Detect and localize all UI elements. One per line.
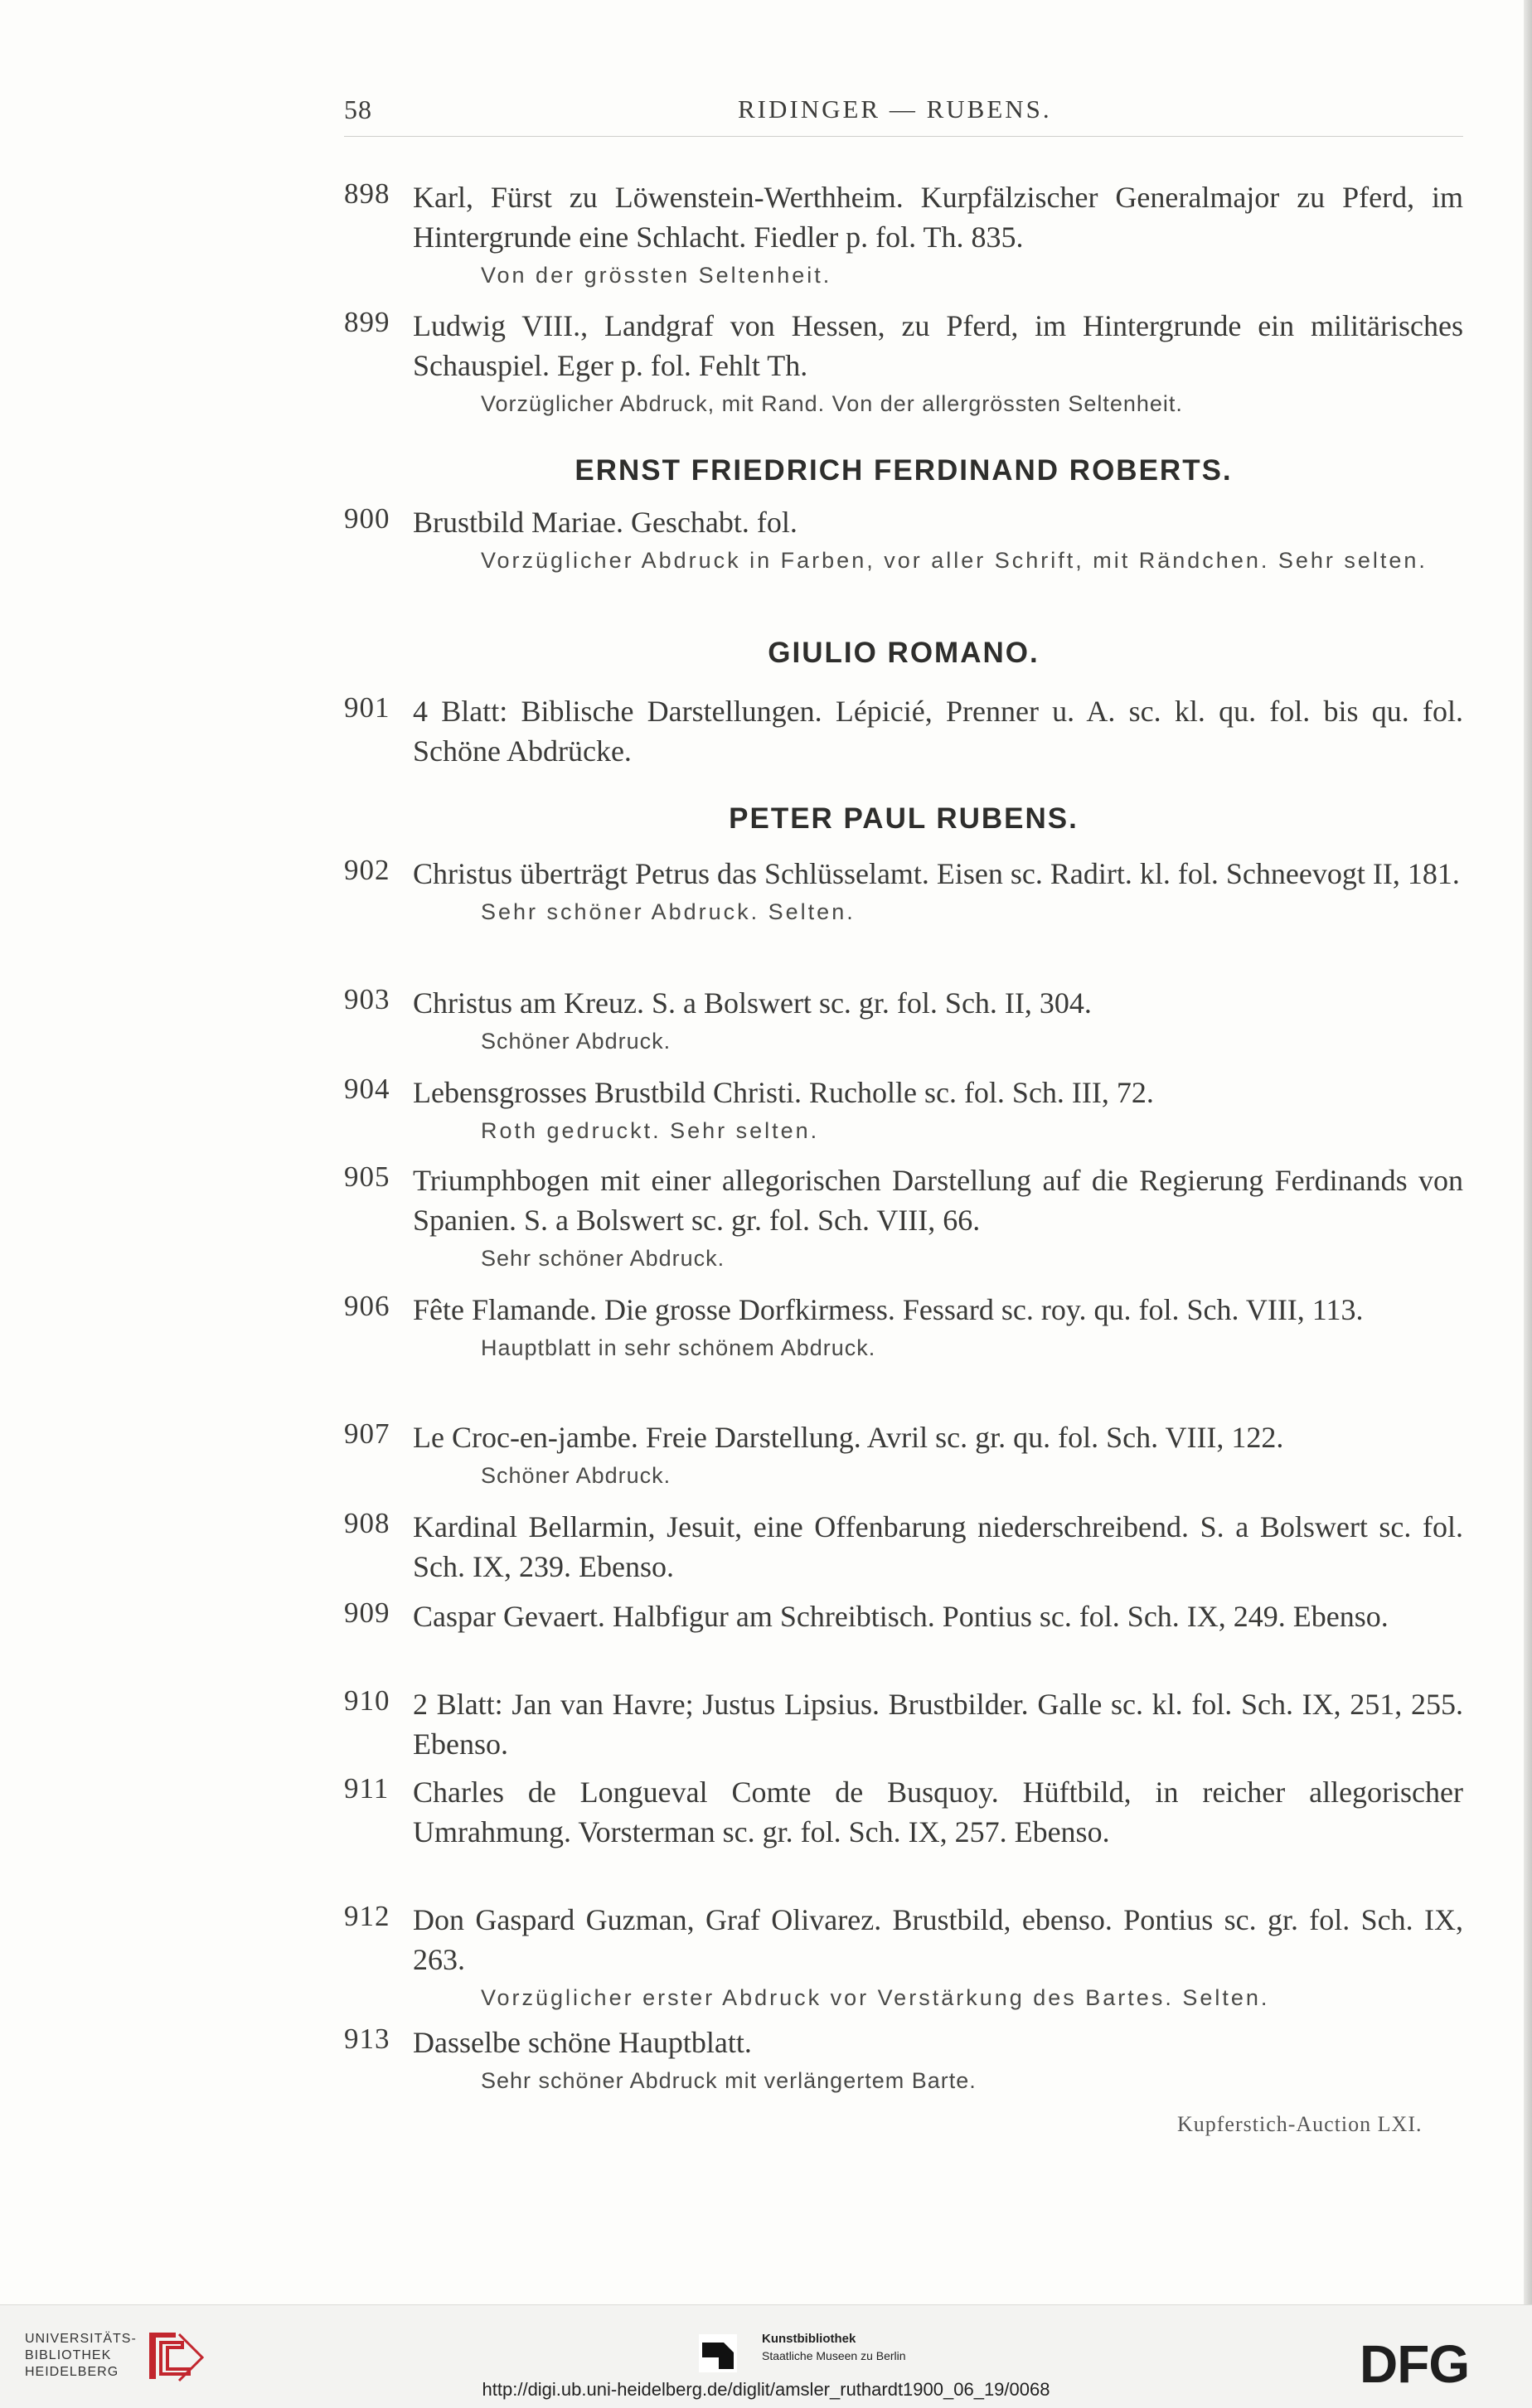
lot-description: Don Gaspard Guzman, Graf Olivarez. Brustbild, ebenso. Pontius sc. gr. fol. Sch. IX, 263.: [413, 1903, 1463, 1976]
lot-note: Sehr schöner Abdruck mit verlängertem Barte.: [481, 2068, 977, 2093]
lot-description: Triumphbogen mit einer allegorischen Darstellung auf die Regierung Ferdinands von Spanien. S. a Bolswert sc. gr. fol. Sch. VIII, 66.: [413, 1164, 1463, 1237]
lot-number: 907: [344, 1417, 390, 1450]
lot-description: Kardinal Bellarmin, Jesuit, eine Offenbarung niederschreibend. S. a Bolswert sc. fol. Sch. IX, 239. Ebenso.: [413, 1510, 1463, 1583]
lot-note: Sehr schöner Abdruck.: [481, 1246, 725, 1271]
lot-910: [344, 1684, 1463, 1764]
page-edge-shadow: [1524, 0, 1532, 2304]
lot-911: [344, 1772, 1463, 1852]
lot-912: [344, 1900, 1463, 2014]
lot-number: 904: [344, 1073, 390, 1105]
dfg-logo[interactable]: DFG: [1360, 2334, 1470, 2394]
page-number: 58: [344, 94, 372, 124]
lot-913: [344, 2023, 1463, 2097]
lot-number: 899: [344, 306, 390, 338]
running-head: RIDINGER — RUBENS.: [738, 94, 1052, 124]
lot-note: Hauptblatt in sehr schönem Abdruck.: [481, 1335, 876, 1360]
section-title-roberts: ERNST FRIEDRICH FERDINAND ROBERTS.: [574, 454, 1233, 487]
lot-905: [344, 1160, 1463, 1275]
lot-description: Caspar Gevaert. Halbfigur am Schreibtisch. Pontius sc. fol. Sch. IX, 249. Ebenso.: [413, 1600, 1389, 1633]
lot-description: Karl, Fürst zu Löwenstein-Werthheim. Kurpfälzischer Generalmajor zu Pferd, im Hintergrunde eine Schlacht. Fiedler p. fol. Th. 835.: [413, 181, 1463, 254]
lot-number: 913: [344, 2023, 390, 2055]
lot-number: 898: [344, 177, 390, 210]
lot-number: 908: [344, 1507, 390, 1539]
lot-description: Christus am Kreuz. S. a Bolswert sc. gr. fol. Sch. II, 304.: [413, 986, 1092, 1020]
section-title-rubens: PETER PAUL RUBENS.: [729, 802, 1079, 835]
kunstbibliothek-subtitle: Staatliche Museen zu Berlin: [762, 2349, 906, 2362]
lot-number: 910: [344, 1684, 390, 1717]
page-header: [344, 94, 1463, 137]
lot-906: [344, 1290, 1463, 1364]
lot-number: 901: [344, 691, 390, 724]
lot-number: 902: [344, 854, 390, 886]
lot-note: Sehr schöner Abdruck. Selten.: [481, 899, 856, 924]
lot-description: Lebensgrosses Brustbild Christi. Rucholle sc. fol. Sch. III, 72.: [413, 1076, 1154, 1109]
heidelberg-emblem-icon: [143, 2328, 209, 2386]
lot-description: Dasselbe schöne Hauptblatt.: [413, 2026, 752, 2059]
lot-description: 4 Blatt: Biblische Darstellungen. Lépicié, Prenner u. A. sc. kl. qu. fol. bis qu. fol. Schöne Abdrücke.: [413, 695, 1463, 768]
heidelberg-library-logo[interactable]: [25, 2331, 137, 2381]
kunstbibliothek-title: Kunstbibliothek: [762, 2332, 856, 2346]
lot-description: Fête Flamande. Die grosse Dorfkirmess. Fessard sc. roy. qu. fol. Sch. VIII, 113.: [413, 1293, 1364, 1326]
section-title-romano: GIULIO ROMANO.: [768, 637, 1040, 669]
lot-number: 905: [344, 1160, 390, 1193]
lot-note: Von der grössten Seltenheit.: [481, 263, 832, 288]
lot-note: Schöner Abdruck.: [481, 1029, 671, 1054]
lot-number: 912: [344, 1900, 390, 1932]
lot-number: 909: [344, 1596, 390, 1629]
lot-898: [344, 177, 1463, 292]
lot-903: [344, 983, 1463, 1058]
lot-909: [344, 1596, 1463, 1636]
lot-description: Charles de Longueval Comte de Busquoy. Hüftbild, in reicher allegorischer Umrahmung. Vorsterman sc. gr. fol. Sch. IX, 257. Ebenso.: [413, 1776, 1463, 1848]
lot-note: Roth gedruckt. Sehr selten.: [481, 1118, 820, 1143]
uni-line-1: UNIVERSITÄTS-: [25, 2332, 137, 2346]
lot-note: Schöner Abdruck.: [481, 1463, 671, 1488]
lot-description: 2 Blatt: Jan van Havre; Justus Lipsius. Brustbilder. Galle sc. kl. fol. Sch. IX, 251, 255. Ebenso.: [413, 1688, 1463, 1761]
lot-description: Christus überträgt Petrus das Schlüsselamt. Eisen sc. Radirt. kl. fol. Schneevogt II, 181.: [413, 857, 1460, 890]
lot-908: [344, 1507, 1463, 1587]
lot-number: 906: [344, 1290, 390, 1322]
lot-902: [344, 854, 1463, 928]
lot-901: [344, 691, 1463, 771]
lot-note: Vorzüglicher Abdruck in Farben, vor aller Schrift, mit Rändchen. Sehr selten.: [481, 548, 1428, 573]
lot-number: 903: [344, 983, 390, 1015]
lot-description: Le Croc-en-jambe. Freie Darstellung. Avril sc. gr. qu. fol. Sch. VIII, 122.: [413, 1421, 1284, 1454]
lot-number: 900: [344, 502, 390, 535]
uni-line-2: BIBLIOTHEK: [25, 2348, 112, 2362]
lot-note: Vorzüglicher Abdruck, mit Rand. Von der allergrössten Seltenheit.: [481, 391, 1183, 416]
lot-899: [344, 306, 1463, 420]
lot-description: Brustbild Mariae. Geschabt. fol.: [413, 506, 798, 539]
lot-number: 911: [344, 1772, 390, 1805]
lot-note: Vorzüglicher erster Abdruck vor Verstärkung des Bartes. Selten.: [481, 1985, 1270, 2010]
signature-line: Kupferstich-Auction LXI.: [1177, 2112, 1423, 2136]
uni-line-3: HEIDELBERG: [25, 2365, 119, 2379]
kunstbibliothek-emblem-icon: [699, 2334, 737, 2372]
lot-description: Ludwig VIII., Landgraf von Hessen, zu Pferd, im Hintergrunde ein militärisches Schauspiel. Eger p. fol. Fehlt Th.: [413, 309, 1463, 382]
lot-904: [344, 1073, 1463, 1147]
source-url-link[interactable]: http://digi.ub.uni-heidelberg.de/diglit/amsler_ruthardt1900_06_19/0068: [482, 2379, 1050, 2400]
lot-907: [344, 1417, 1463, 1492]
lot-900: [344, 502, 1463, 577]
